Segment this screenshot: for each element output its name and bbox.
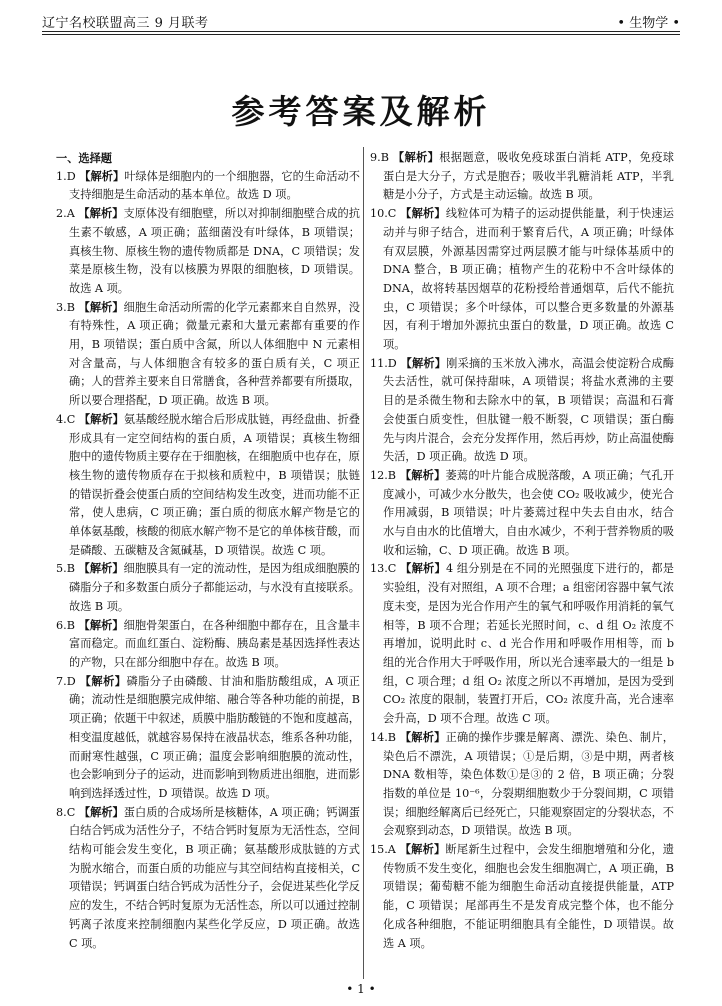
analysis-label: 【解析】 [78, 562, 124, 576]
answer-item [370, 149, 674, 205]
item-text: 蛋白质的合成场所是核糖体，A 项正确；钙调蛋白结合钙成为活性分子，不结合钙时复原为无活性态，空间结构可能会发生变化，B 项正确；氨基酸形成肽链的方式为脱水缩合，而蛋白质的功能应与其空间结构直接相关，C 项错误；钙调蛋白结合钙成为活性分子，会促进某些化学反应的发生，不结合钙时复原为无活性态，所以可以通过控制钙离子浓度来控制细胞内某些化学反应，D 项正确。故选 C 项。 [69, 805, 360, 950]
analysis-label: 【解析】 [78, 207, 124, 221]
header-subject: • 生物学 • [617, 16, 680, 31]
item-answer: C [66, 805, 76, 819]
section-heading: 一、选择题 [56, 151, 112, 165]
item-number: 1. [56, 169, 67, 183]
item-number: 8. [56, 805, 67, 819]
item-number: 9. [370, 151, 381, 164]
answer-item [56, 168, 360, 205]
answer-item [56, 205, 360, 299]
item-text: 萎蔫的叶片能合成脱落酸，A 项正确；气孔开度减小，可减少水分散失，也会使 CO₂ 吸收减少，使光合作用减弱，B 项错误；叶片萎蔫过程中失去自由水，结合水与自由水的比值增大，自由水减少，不利于营养物质的吸收和运输，C、D 项正确。故选 B 项。 [383, 468, 675, 557]
answer-item [370, 205, 674, 355]
analysis-label: 【解析】 [400, 207, 446, 221]
item-text: 细胞膜具有一定的流动性，是因为组成细胞膜的磷脂分子和多数蛋白质分子都能运动，与水没有直接联系。故选 B 项。 [69, 562, 360, 613]
analysis-label: 【解析】 [78, 618, 124, 632]
item-text: 4 组分别是在不同的光照强度下进行的，都是实验组，没有对照组，A 项不合理；a 组密闭容器中氧气浓度未变，是因为光合作用产生的氧气和呼吸作用消耗的氧气相等，B 项不合理；若延长光照时间，c、d 组 O₂ 浓度不再增加，说明此时 c、d 光合作用和呼吸作用相等，而 b 组的光合作用大于呼吸作用，所以光合速率最大的一组是 b 组，C 项合理；d 组 O₂ 浓度之所以不再增加，是因为受到 CO₂ 浓度的限制，装置打开后，CO₂ 浓度升高，光合速率会升高，D 项不合理。故选 C 项。 [383, 562, 674, 726]
analysis-label: 【解析】 [399, 843, 446, 857]
analysis-label: 【解析】 [78, 300, 124, 314]
item-text: 根据题意，吸收免疫球蛋白消耗 ATP，免疫球蛋白是大分子，方式是胞吞；吸收半乳糖消耗 ATP，半乳糖是小分子，方式是主动运输。故选 B 项。 [383, 151, 674, 202]
item-number: 13. [370, 562, 388, 576]
item-answer: B [380, 151, 389, 164]
header-rule [42, 31, 680, 32]
item-number: 3. [56, 300, 67, 314]
analysis-label: 【解析】 [79, 169, 125, 183]
analysis-label: 【解析】 [78, 805, 124, 819]
item-answer: D [387, 356, 397, 370]
answer-item [56, 617, 360, 673]
answer-item [370, 467, 674, 561]
item-answer: C [387, 207, 397, 221]
page-header [42, 8, 680, 30]
right-column [370, 149, 674, 953]
answer-item [56, 560, 360, 616]
item-number: 7. [56, 674, 67, 688]
item-number: 11. [370, 356, 388, 370]
answer-item [370, 841, 674, 953]
item-text: 支原体没有细胞壁，所以对抑制细胞壁合成的抗生素不敏感，A 项正确；蓝细菌没有叶绿体，B 项错误；真核生物、原核生物的遗传物质都是 DNA，C 项错误；发菜是原核生物，没有以核膜为界限的细胞核，D 项错误。故选 A 项。 [69, 207, 360, 295]
item-text: 叶绿体是细胞内的一个细胞器，它的生命活动不支持细胞是生命活动的基本单位。故选 D 项。 [69, 169, 360, 202]
item-answer: C [387, 562, 397, 576]
item-number: 10. [370, 207, 388, 221]
left-column [56, 149, 360, 953]
item-text: 正确的操作步骤是解离、漂洗、染色、制片，染色后不漂洗，A 项错误；①是后期，③是中期，两者核 DNA 数相等，染色体数①是③的 2 倍，B 项正确；分裂指数的单位是 10⁻⁶，分裂期细胞数少于分裂间期，C 项错误；细胞经解离后已经死亡，只能观察固定的分裂状态，不会观察到动态，D 项错误。故选 B 项。 [383, 730, 674, 838]
page-number: • 1 • [346, 982, 376, 996]
item-answer: B [66, 618, 75, 632]
item-answer: C [66, 412, 76, 426]
analysis-label: 【解析】 [78, 412, 124, 426]
answer-item [56, 804, 360, 954]
item-text: 细胞生命活动所需的化学元素都来自自然界，没有特殊性，A 项正确；微量元素和大量元素都有重要的作用，B 项错误；蛋白质中含氮，所以人体细胞中 N 元素相对含量高，与人体细胞含有较多的蛋白质有关，C 项正确；人的营养主要来自日常膳食，各种营养都要有所摄取，所以要合理搭配，D 项正确。故选 B 项。 [69, 300, 360, 408]
answer-item [56, 673, 360, 804]
item-answer: A [387, 843, 396, 857]
answer-item [56, 299, 360, 411]
item-number: 12. [370, 468, 388, 482]
item-answer: B [66, 300, 75, 314]
item-number: 2. [56, 207, 67, 221]
analysis-label: 【解析】 [399, 730, 446, 744]
item-answer: B [66, 562, 75, 576]
answer-item [370, 560, 674, 728]
answer-item [370, 729, 674, 841]
header-rule-thin [42, 34, 680, 35]
item-number: 4. [56, 412, 67, 426]
analysis-label: 【解析】 [400, 562, 446, 576]
item-answer: B [387, 730, 397, 744]
item-answer: B [387, 468, 397, 482]
analysis-label: 【解析】 [79, 674, 127, 688]
item-number: 15. [370, 843, 388, 857]
analysis-label: 【解析】 [392, 151, 440, 164]
column-divider [363, 147, 364, 979]
item-text: 细胞骨架蛋白，在各种细胞中都存在，且含量丰富而稳定。而血红蛋白、淀粉酶、胰岛素是基因选择性表达的产物，只在部分细胞中存在。故选 B 项。 [69, 618, 360, 669]
page-title: 参考答案及解析 [231, 92, 491, 131]
answer-item [56, 411, 360, 561]
item-text: 氨基酸经脱水缩合后形成肽链，再经盘曲、折叠形成具有一定空间结构的蛋白质，A 项错误；真核生物细胞中的遗传物质主要存在于细胞核，在细胞质中也存在，原核生物的遗传物质存在于拟核和质粒中，B 项错误；肽链的错误折叠会使蛋白质的空间结构发生改变，进而功能不正常，使人患病，C 项正确；蛋白质的彻底水解产物是它的单体氨基酸，核酸的彻底水解产物不是它的单体核苷酸，而是磷酸、五碳糖及含氮碱基，D 项错误。故选 C 项。 [69, 412, 360, 557]
item-answer: A [66, 207, 75, 221]
item-text: 磷脂分子由磷酸、甘油和脂肪酸组成，A 项正确；流动性是细胞膜完成伸缩、融合等各种功能的前提，B 项正确；依题干中叙述，质膜中脂肪酸链的不饱和度越高，相变温度越低，就越容易保持在液晶状态，维系各种功能，而耐寒性越强，C 项正确；温度会影响细胞膜的流动性，也会影响到分子的运动，进而影响到物质进出细胞，进而影响到选择透过性，D 项错误。故选 D 项。 [69, 674, 360, 800]
item-answer: D [66, 674, 76, 688]
analysis-label: 【解析】 [400, 356, 447, 370]
item-answer: D [66, 169, 76, 183]
item-text: 线粒体可为精子的运动提供能量，利于快速运动并与卵子结合，进而利于繁育后代，A 项正确；叶绿体有双层膜，外源基因需穿过两层膜才能与叶绿体基质中的 DNA 整合，B 项正确；植物产生的花粉中不含叶绿体的 DNA，故将转基因烟草的花粉授给普通烟草，后代不能抗虫，C 项错误；多个叶绿体，可以整合更多数量的外源基因，有利于增加外源抗虫蛋白的数量，D 项正确。故选 C 项。 [383, 207, 674, 352]
item-text: 断尾新生过程中，会发生细胞增殖和分化，遗传物质不发生变化，细胞也会发生细胞凋亡，A 项正确，B 项错误；葡萄糖不能为细胞生命活动直接提供能量，ATP 能，C 项错误；尾部再生不是发育成完整个体，也不能分化成各种细胞，不能证明细胞具有全能性，D 项错误。故选 A 项。 [383, 843, 674, 950]
answer-item [370, 355, 674, 467]
item-number: 6. [56, 618, 67, 632]
item-number: 5. [56, 562, 67, 576]
header-exam-name: 辽宁名校联盟高三 9 月联考 [42, 16, 209, 31]
analysis-label: 【解析】 [399, 468, 446, 482]
item-text: 刚采摘的玉米放入沸水，高温会使淀粉合成酶失去活性，就可保持甜味，A 项错误；将盐水煮沸的主要目的是杀微生物和去除水中的氧，B 项错误；高温和石膏会使蛋白质变性，但肽键一般不断裂，C 项错误；蛋白酶先与肉片混合，会充分发挥作用，然后再炒，防止高温使酶失活，D 项正确。故选 D 项。 [383, 356, 674, 464]
item-number: 14. [370, 730, 388, 744]
